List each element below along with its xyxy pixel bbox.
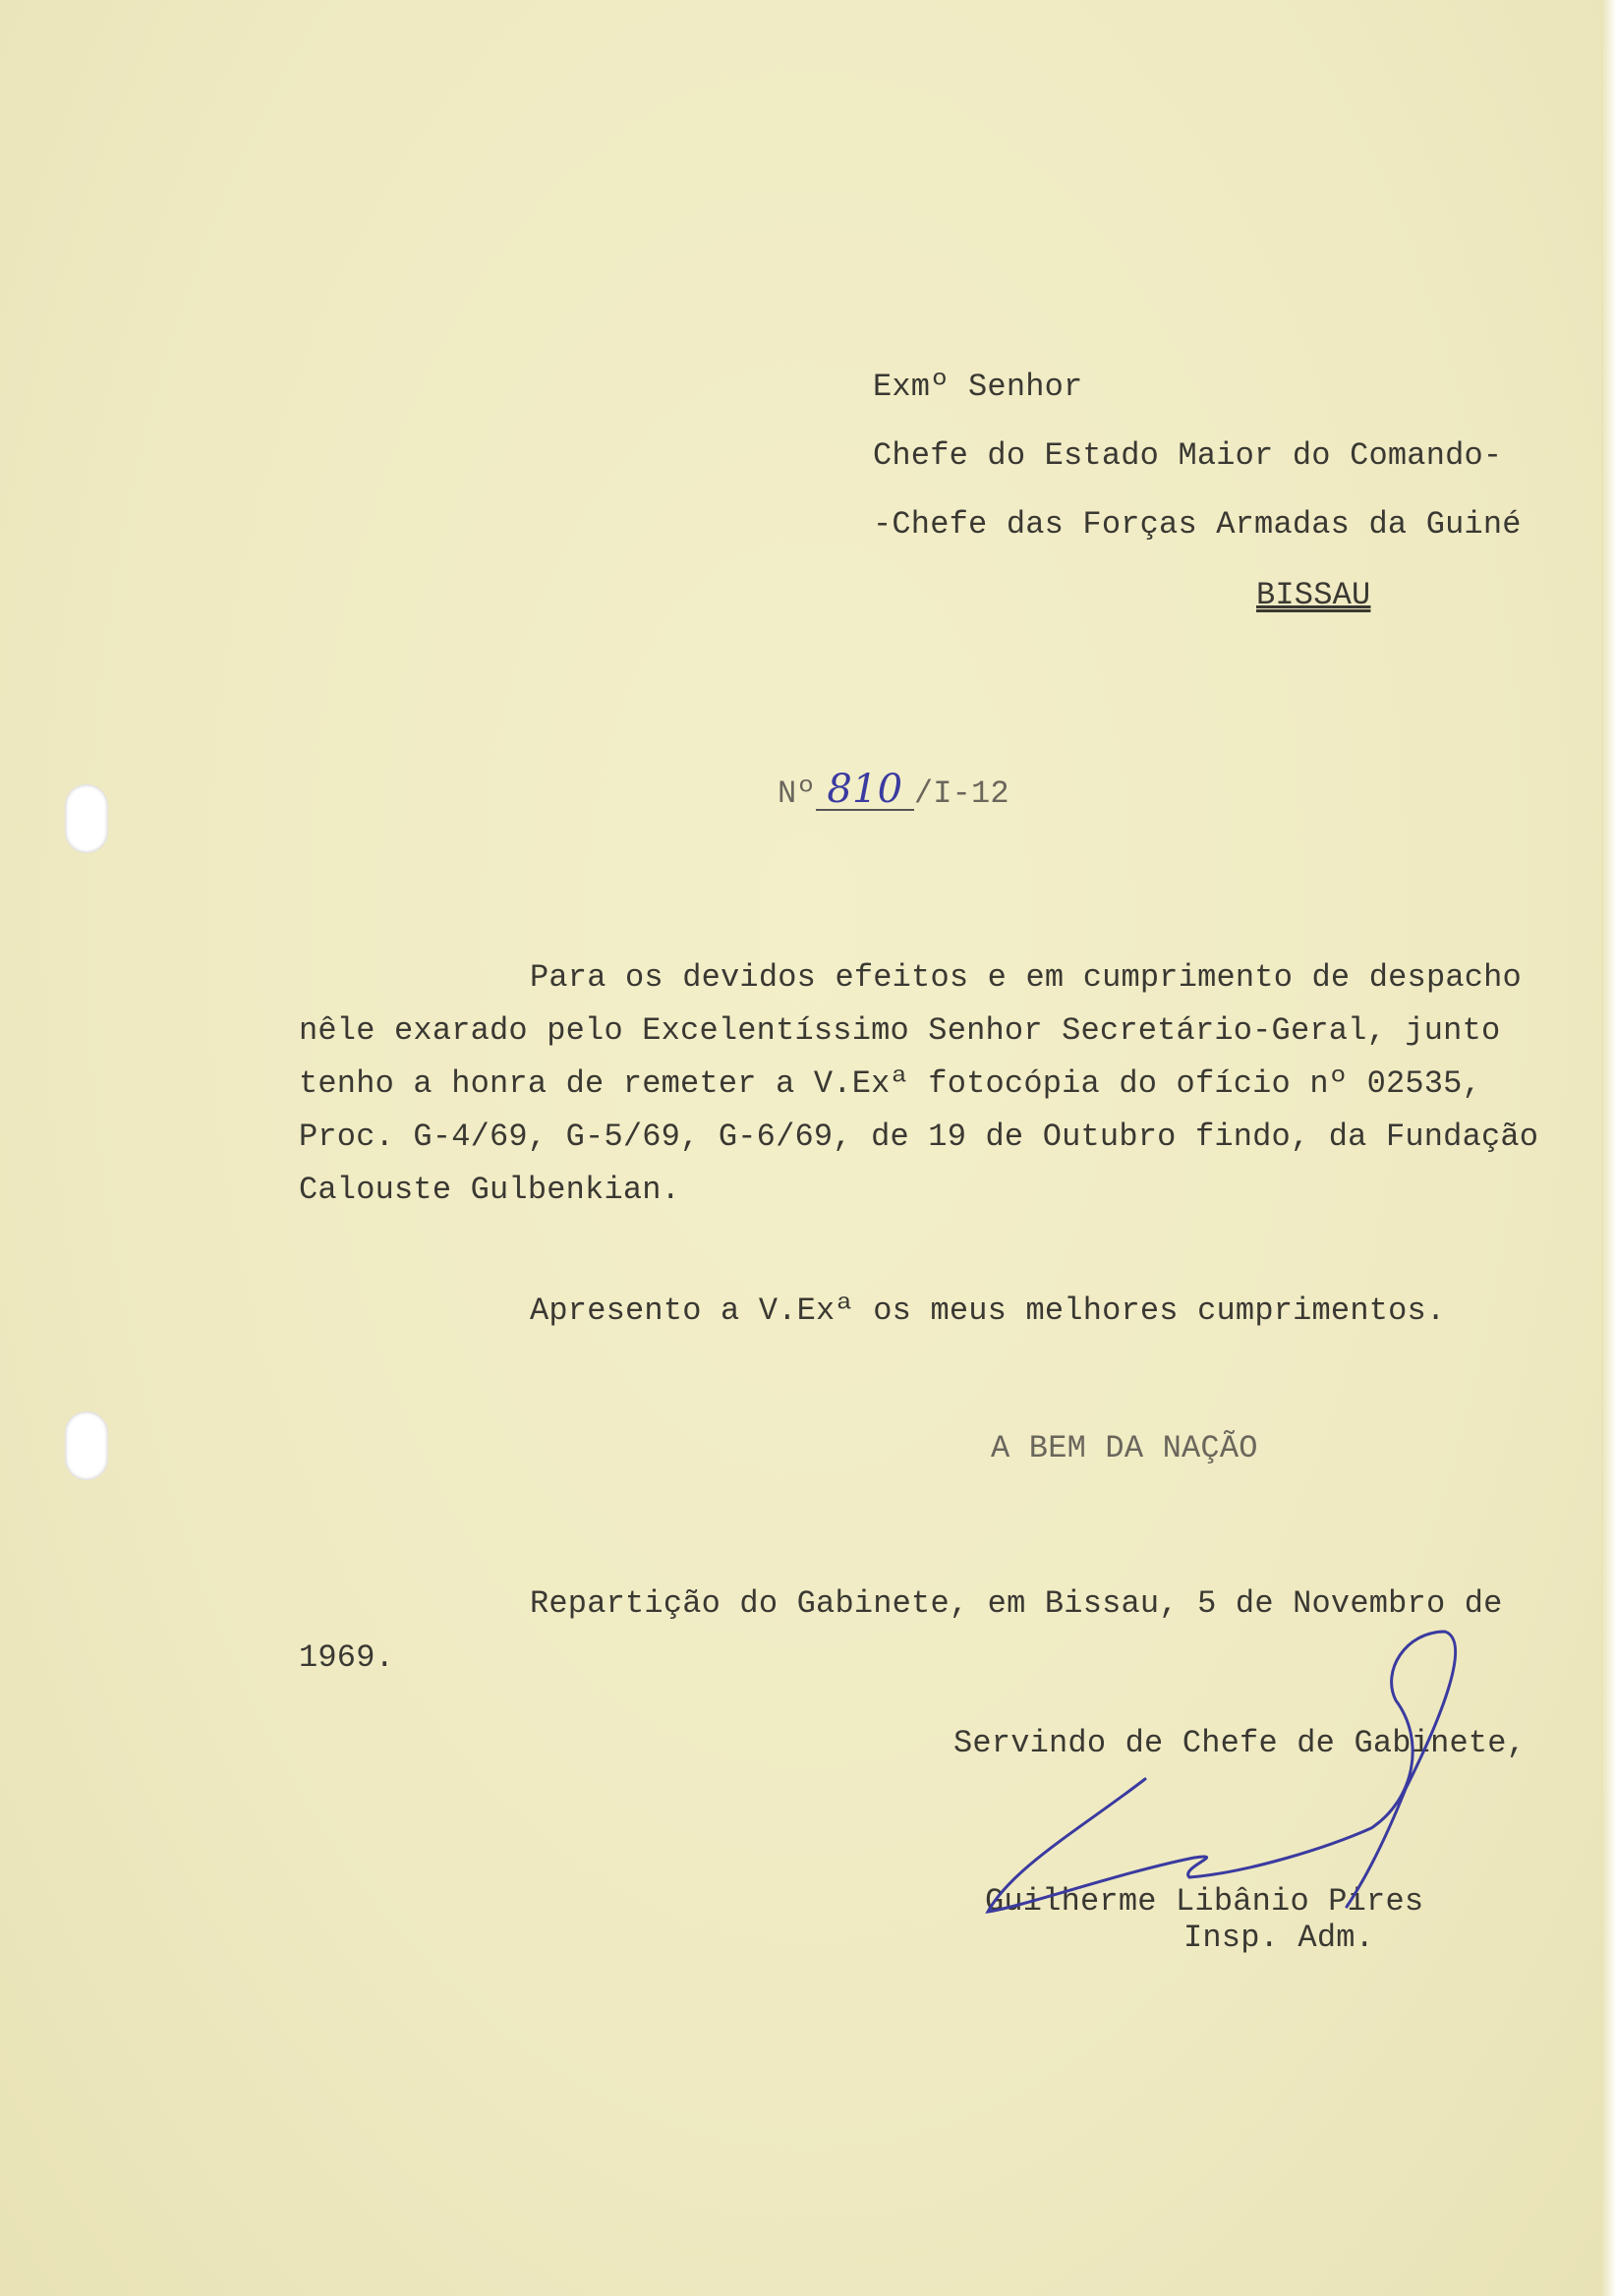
body-line: Calouste Gulbenkian. [299,1172,681,1208]
body-line: tenho a honra de remeter a V.Exª fotocópia do ofício nº 02535, [299,1065,1481,1102]
signatory-role: Servindo de Chefe de Gabinete, [953,1725,1527,1761]
greeting: Apresento a V.Exª os meus melhores cumprimentos. [530,1292,1446,1329]
signatory-name: Guilherme Libânio Pires [985,1883,1424,1920]
recipient-city: BISSAU [1256,577,1371,613]
reference-handwritten-number: 810 [816,770,914,811]
body-line: Proc. G-4/69, G-5/69, G-6/69, de 19 de Outubro findo, da Fundação [299,1119,1539,1155]
signatory-title: Insp. Adm. [1183,1920,1375,1956]
recipient-line-1: Chefe do Estado Maior do Comando- [873,437,1503,474]
recipient-line-2: -Chefe das Forças Armadas da Guiné [873,506,1522,543]
body-line: Para os devidos efeitos e em cumprimento de despacho [530,959,1522,996]
body-line: nêle exarado pelo Excelentíssimo Senhor Secretário-Geral, junto [299,1012,1501,1049]
reference-prefix: Nº [778,775,816,812]
place-date-year: 1969. [299,1639,395,1676]
place-date: Repartição do Gabinete, em Bissau, 5 de Novembro de [530,1585,1503,1622]
motto: A BEM DA NAÇÃO [991,1430,1258,1466]
salutation: Exmº Senhor [873,369,1083,405]
reference-suffix: /I-12 [913,775,1009,812]
